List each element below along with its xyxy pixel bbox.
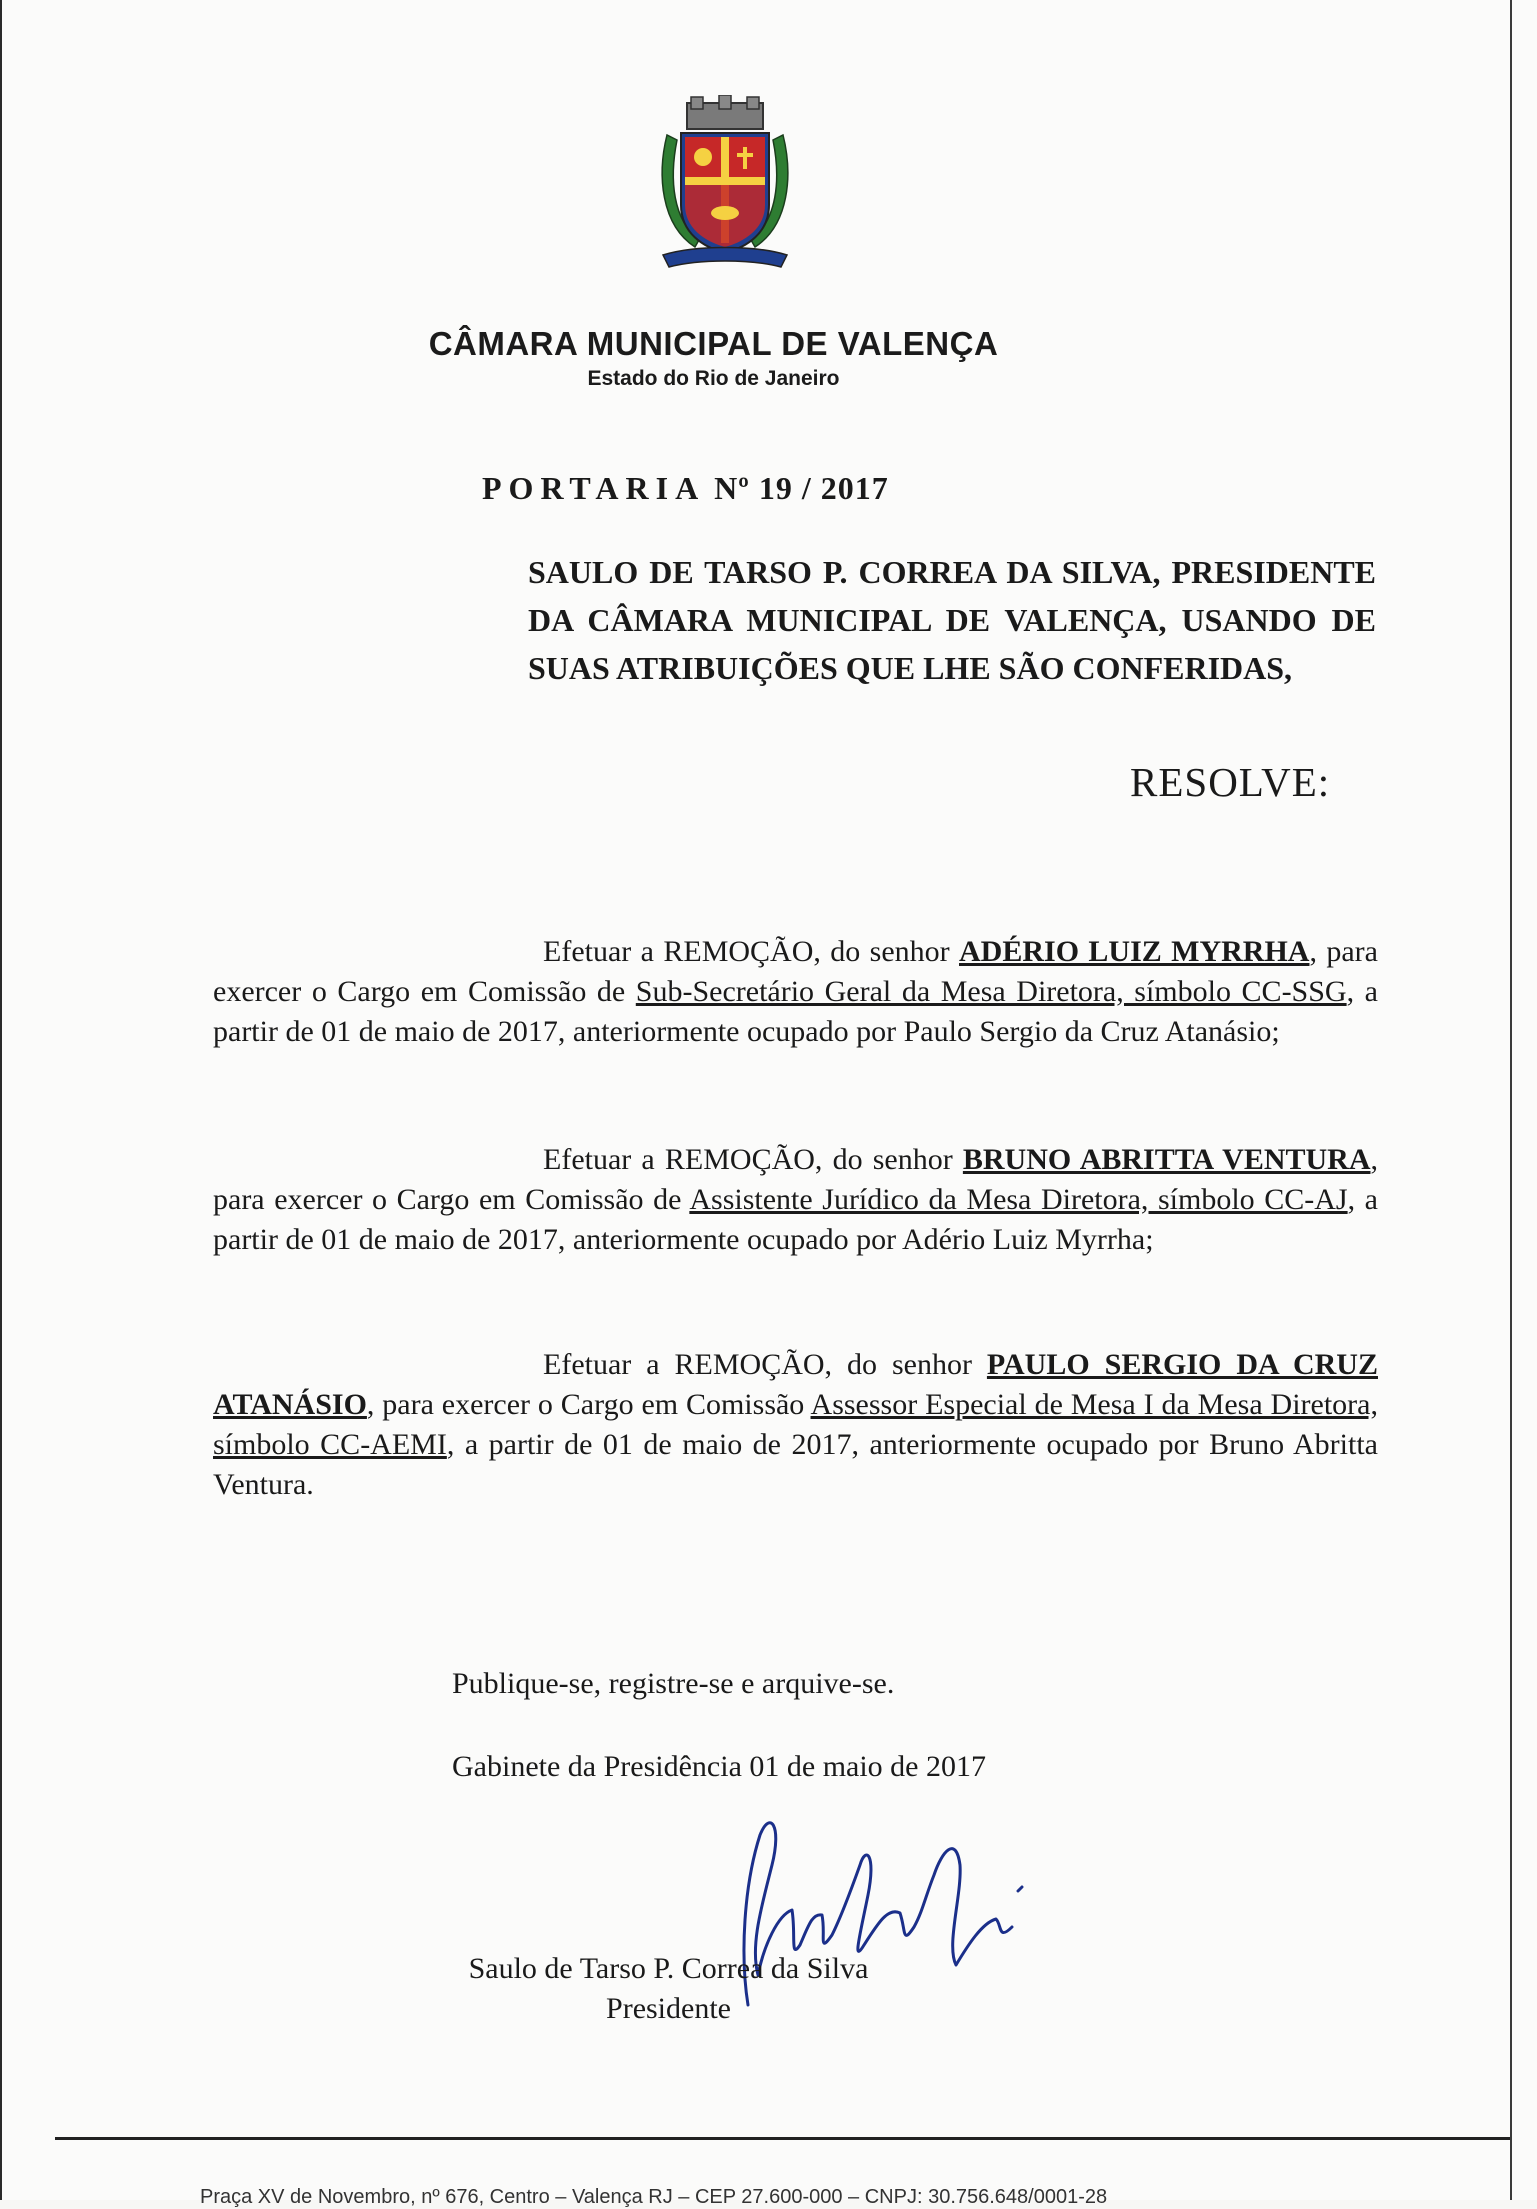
- resolve-heading: RESOLVE:: [1130, 759, 1331, 805]
- institution-title: CÂMARA MUNICIPAL DE VALENÇA: [428, 325, 999, 362]
- person-name: ADÉRIO LUIZ MYRRHA: [959, 935, 1310, 968]
- footer-address: Praça XV de Novembro, nº 676, Centro – Valença RJ – CEP 27.600-000 – CNPJ: 30.756.648/0001-28: [200, 2186, 1108, 2208]
- person-name: BRUNO ABRITTA VENTURA: [962, 1143, 1371, 1176]
- footer-divider: [55, 2137, 1510, 2140]
- handwritten-signature: [700, 1795, 1060, 2025]
- resolution-paragraph: [213, 1345, 1378, 1505]
- position-title: Sub-Secretário Geral da Mesa Diretora, símbolo CC-SSG: [635, 975, 1347, 1008]
- signer-name: Saulo de Tarso P. Correa da Silva: [468, 1952, 869, 1985]
- signer-role: Presidente: [606, 1992, 731, 2025]
- paragraph-middle: , para exercer o Cargo em Comissão de: [213, 1143, 1378, 1216]
- paragraph-middle: , para exercer o Cargo em Comissão: [366, 1388, 811, 1421]
- paragraph-tail: , a partir de 01 de maio de 2017, anteriormente ocupado por Adério Luiz Myrrha;: [213, 1183, 1378, 1256]
- publication-note: Publique-se, registre-se e arquive-se.: [452, 1667, 895, 1700]
- coat-of-arms-icon: [655, 95, 795, 270]
- person-name: PAULO SERGIO DA CRUZ ATANÁSIO: [213, 1348, 1378, 1421]
- paragraph-lead: Efetuar a REMOÇÃO, do senhor: [543, 1143, 963, 1176]
- document-number: [482, 470, 889, 507]
- resolution-paragraph: [213, 1140, 1378, 1260]
- position-title: Assessor Especial de Mesa I da Mesa Diretora, símbolo CC-AEMI: [213, 1388, 1378, 1461]
- resolution-paragraph: [213, 932, 1378, 1052]
- paragraph-middle: , para exercer o Cargo em Comissão de: [213, 935, 1378, 1008]
- portaria-number: Nº 19 / 2017: [714, 470, 889, 506]
- paragraph-lead: Efetuar a REMOÇÃO, do senhor: [543, 1348, 987, 1381]
- scan-edge-right: [1510, 0, 1512, 2200]
- paragraph-lead: Efetuar a REMOÇÃO, do senhor: [543, 935, 960, 968]
- place-and-date: Gabinete da Presidência 01 de maio de 2017: [452, 1750, 986, 1783]
- paragraph-tail: , a partir de 01 de maio de 2017, anteriormente ocupado por Bruno Abritta Ventura.: [213, 1428, 1378, 1501]
- position-title: Assistente Jurídico da Mesa Diretora, símbolo CC-AJ: [689, 1183, 1348, 1216]
- institution-subtitle: Estado do Rio de Janeiro: [587, 367, 840, 390]
- preamble: SAULO DE TARSO P. CORREA DA SILVA, PRESIDENTE DA CÂMARA MUNICIPAL DE VALENÇA, USANDO DE SUAS ATRIBUIÇÕES QUE LHE SÃO CONFERIDAS,: [528, 554, 1376, 686]
- paragraph-tail: , a partir de 01 de maio de 2017, anteriormente ocupado por Paulo Sergio da Cruz Atanásio;: [213, 975, 1379, 1048]
- portaria-label: PORTARIA: [482, 470, 706, 506]
